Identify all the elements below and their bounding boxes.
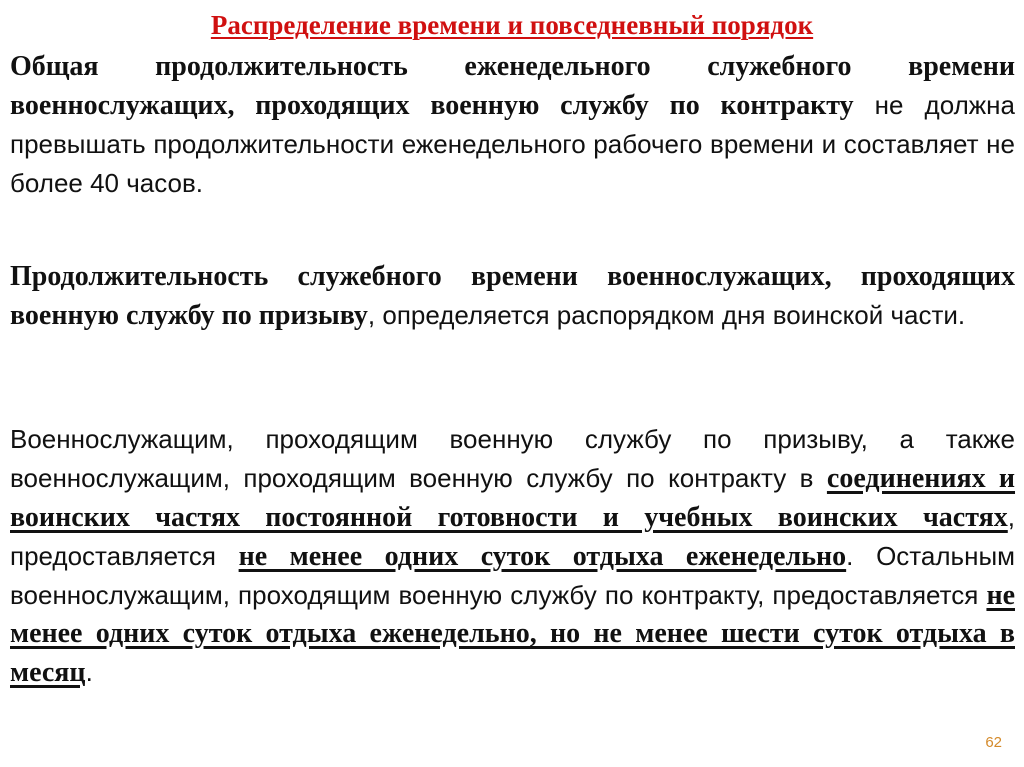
slide-title <box>0 6 1024 44</box>
paragraph-3-bold-monthly-rest: не менее одних суток отдыха еженедельно, но не менее шести суток отдыха в месяц <box>10 580 1015 688</box>
page-number: 62 <box>985 734 1002 751</box>
paragraph-contract-service-time <box>10 48 1015 203</box>
paragraph-3-bold-weekly-rest: не менее одних суток отдыха еженедельно <box>238 541 847 572</box>
paragraph-1-text: не должна превышать продолжительности еженедельного рабочего времени и составляет не более 40 часов. <box>10 90 1015 198</box>
paragraph-1-bold: Общая продолжительность еженедельного служебного времени военнослужащих, проходящих военную службу по контракту <box>10 51 1015 121</box>
paragraph-2-bold: Продолжительность служебного времени военнослужащих, проходящих военную службу по призыву <box>10 261 1015 331</box>
paragraph-3-end: . <box>85 657 93 687</box>
paragraph-rest-days <box>10 420 1015 692</box>
paragraph-3-intro: Военнослужащим, проходящим военную службу по призыву, а также военнослужащим, проходящим военную службу по контракту в <box>10 424 1015 493</box>
slide-title-text: Распределение времени и повседневный порядок <box>210 10 814 40</box>
paragraph-3-bold-units: соединениях и воинских частях постоянной готовности и учебных воинских частях <box>10 463 1016 533</box>
paragraph-3-mid-2: . Остальным военнослужащим, проходящим военную службу по контракту, предоставляется <box>10 541 1016 610</box>
paragraph-2-text: , определяется распорядком дня воинской части. <box>367 300 966 330</box>
paragraph-conscript-service-time <box>10 258 1015 335</box>
paragraph-3-mid-1: , предоставляется <box>10 502 1015 571</box>
